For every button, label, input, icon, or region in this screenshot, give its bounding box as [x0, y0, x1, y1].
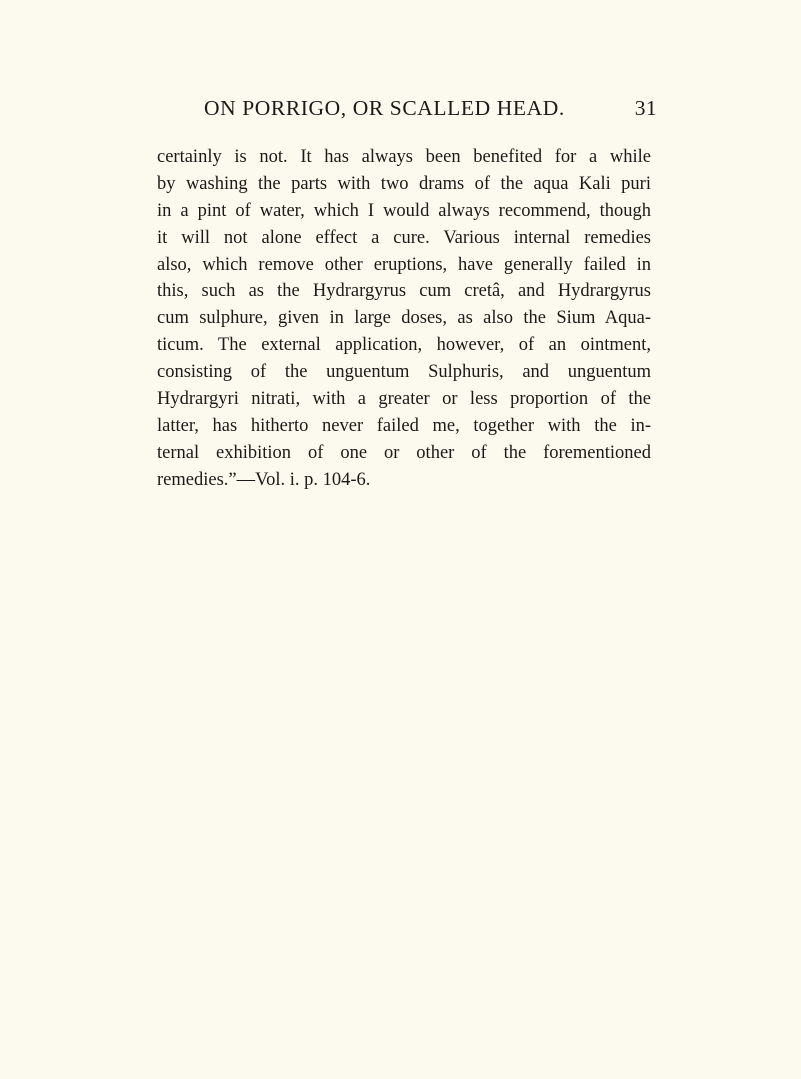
text-line: ternal exhibition of one or other of the forementioned — [157, 442, 651, 463]
page-number: 31 — [634, 96, 657, 120]
text-line: Hydrargyri nitrati, with a greater or less proportion of the — [157, 389, 651, 410]
text-line: in a pint of water, which I would always recommend, though — [157, 200, 651, 221]
running-title: ON PORRIGO, OR SCALLED HEAD. — [204, 96, 565, 120]
text-line: also, which remove other eruptions, have generally failed in — [157, 254, 651, 275]
text-line: latter, has hitherto never failed me, together with the in- — [157, 415, 651, 436]
text-line: this, such as the Hydrargyrus cum cretâ, and Hydrargyrus — [157, 281, 651, 302]
text-line: certainly is not. It has always been benefited for a while — [157, 147, 651, 167]
text-line: it will not alone effect a cure. Various internal remedies — [157, 227, 651, 248]
text-line: cum sulphure, given in large doses, as also the Sium Aqua- — [157, 308, 651, 329]
text-line: by washing the parts with two drams of the aqua Kali puri — [157, 173, 651, 194]
text-line: ticum. The external application, however, of an ointment, — [157, 335, 651, 356]
text-line: consisting of the unguentum Sulphuris, and unguentum — [157, 362, 651, 383]
text-line: remedies.”—Vol. i. p. 104-6. — [157, 469, 371, 490]
running-head — [140, 96, 657, 128]
body-text — [157, 144, 651, 494]
